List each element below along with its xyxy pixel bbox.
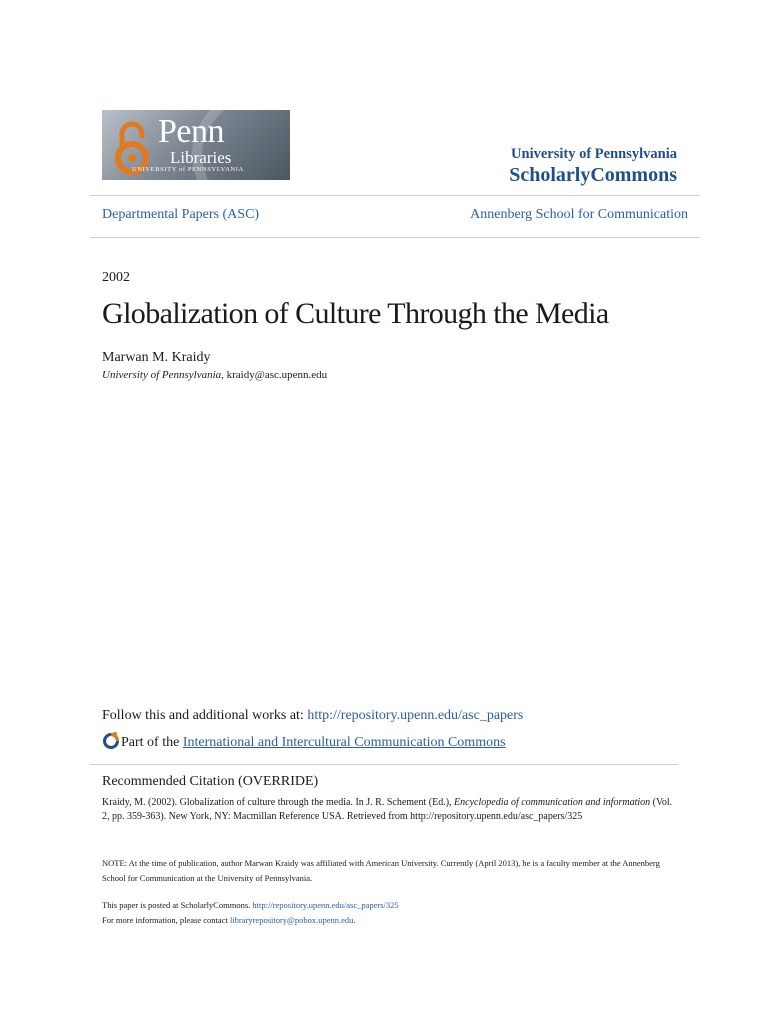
paper-url-link[interactable]: http://repository.upenn.edu/asc_papers/325 xyxy=(252,900,399,910)
citation-divider xyxy=(90,764,678,765)
commons-link[interactable]: International and Intercultural Communication Commons xyxy=(182,735,506,750)
follow-label: Follow this and additional works at: xyxy=(102,708,308,723)
citation-heading: Recommended Citation (OVERRIDE) xyxy=(102,774,319,789)
affiliation-institution: University of Pennsylvania xyxy=(102,369,222,381)
posted-line1 xyxy=(102,898,399,913)
publication-note: NOTE: At the time of publication, author Marwan Kraidy was affiliated with American University. Currently (April 2013), he is a faculty member at the Annenberg School for Communication at the University of Pennsylvania. xyxy=(102,858,660,883)
brand-repository: ScholarlyCommons xyxy=(509,164,677,186)
logo-penn-text: Penn xyxy=(158,113,224,150)
penn-libraries-logo[interactable] xyxy=(102,110,290,180)
publication-year: 2002 xyxy=(102,270,130,285)
breadcrumb-divider xyxy=(90,237,700,238)
posted-label: This paper is posted at ScholarlyCommons. xyxy=(102,900,253,910)
citation-text xyxy=(102,796,682,824)
breadcrumb-annenberg-school[interactable]: Annenberg School for Communication xyxy=(470,207,688,222)
paper-title: Globalization of Culture Through the Media xyxy=(102,297,609,330)
brand-university: University of Pennsylvania xyxy=(511,146,677,162)
affiliation-email: , kraidy@asc.upenn.edu xyxy=(221,369,328,381)
open-access-commons-icon xyxy=(102,731,120,749)
citation-book-title: Encyclopedia of communication and information xyxy=(454,797,651,808)
posted-line2 xyxy=(102,913,399,928)
contact-label: For more information, please contact xyxy=(102,915,230,925)
author-affiliation xyxy=(102,369,327,381)
breadcrumb-departmental-papers[interactable]: Departmental Papers (ASC) xyxy=(102,207,260,222)
contact-period: . xyxy=(353,915,356,925)
part-of-line xyxy=(102,731,506,751)
citation-part2: (Vol. 2, pp. 359-363). New York, NY: Macmillan Reference USA. Retrieved from http://repository.upenn.edu/asc_papers/325 xyxy=(102,797,673,822)
logo-university-text: UNIVERSITY of PENNSYLVANIA xyxy=(132,166,244,173)
follow-line xyxy=(102,708,523,724)
citation-part1: Kraidy, M. (2002). Globalization of culture through the media. In J. R. Schement (Ed.), xyxy=(102,797,455,808)
header-divider xyxy=(90,195,700,196)
author-name: Marwan M. Kraidy xyxy=(102,350,211,365)
contact-email-link[interactable]: libraryrepository@pobox.upenn.edu xyxy=(229,915,354,925)
part-of-label: Part of the xyxy=(121,735,183,750)
logo-libraries-text: Libraries xyxy=(170,148,232,167)
posted-info xyxy=(102,898,399,928)
scholarlycommons-brand[interactable] xyxy=(509,145,677,187)
follow-url-link[interactable]: http://repository.upenn.edu/asc_papers xyxy=(307,708,524,723)
